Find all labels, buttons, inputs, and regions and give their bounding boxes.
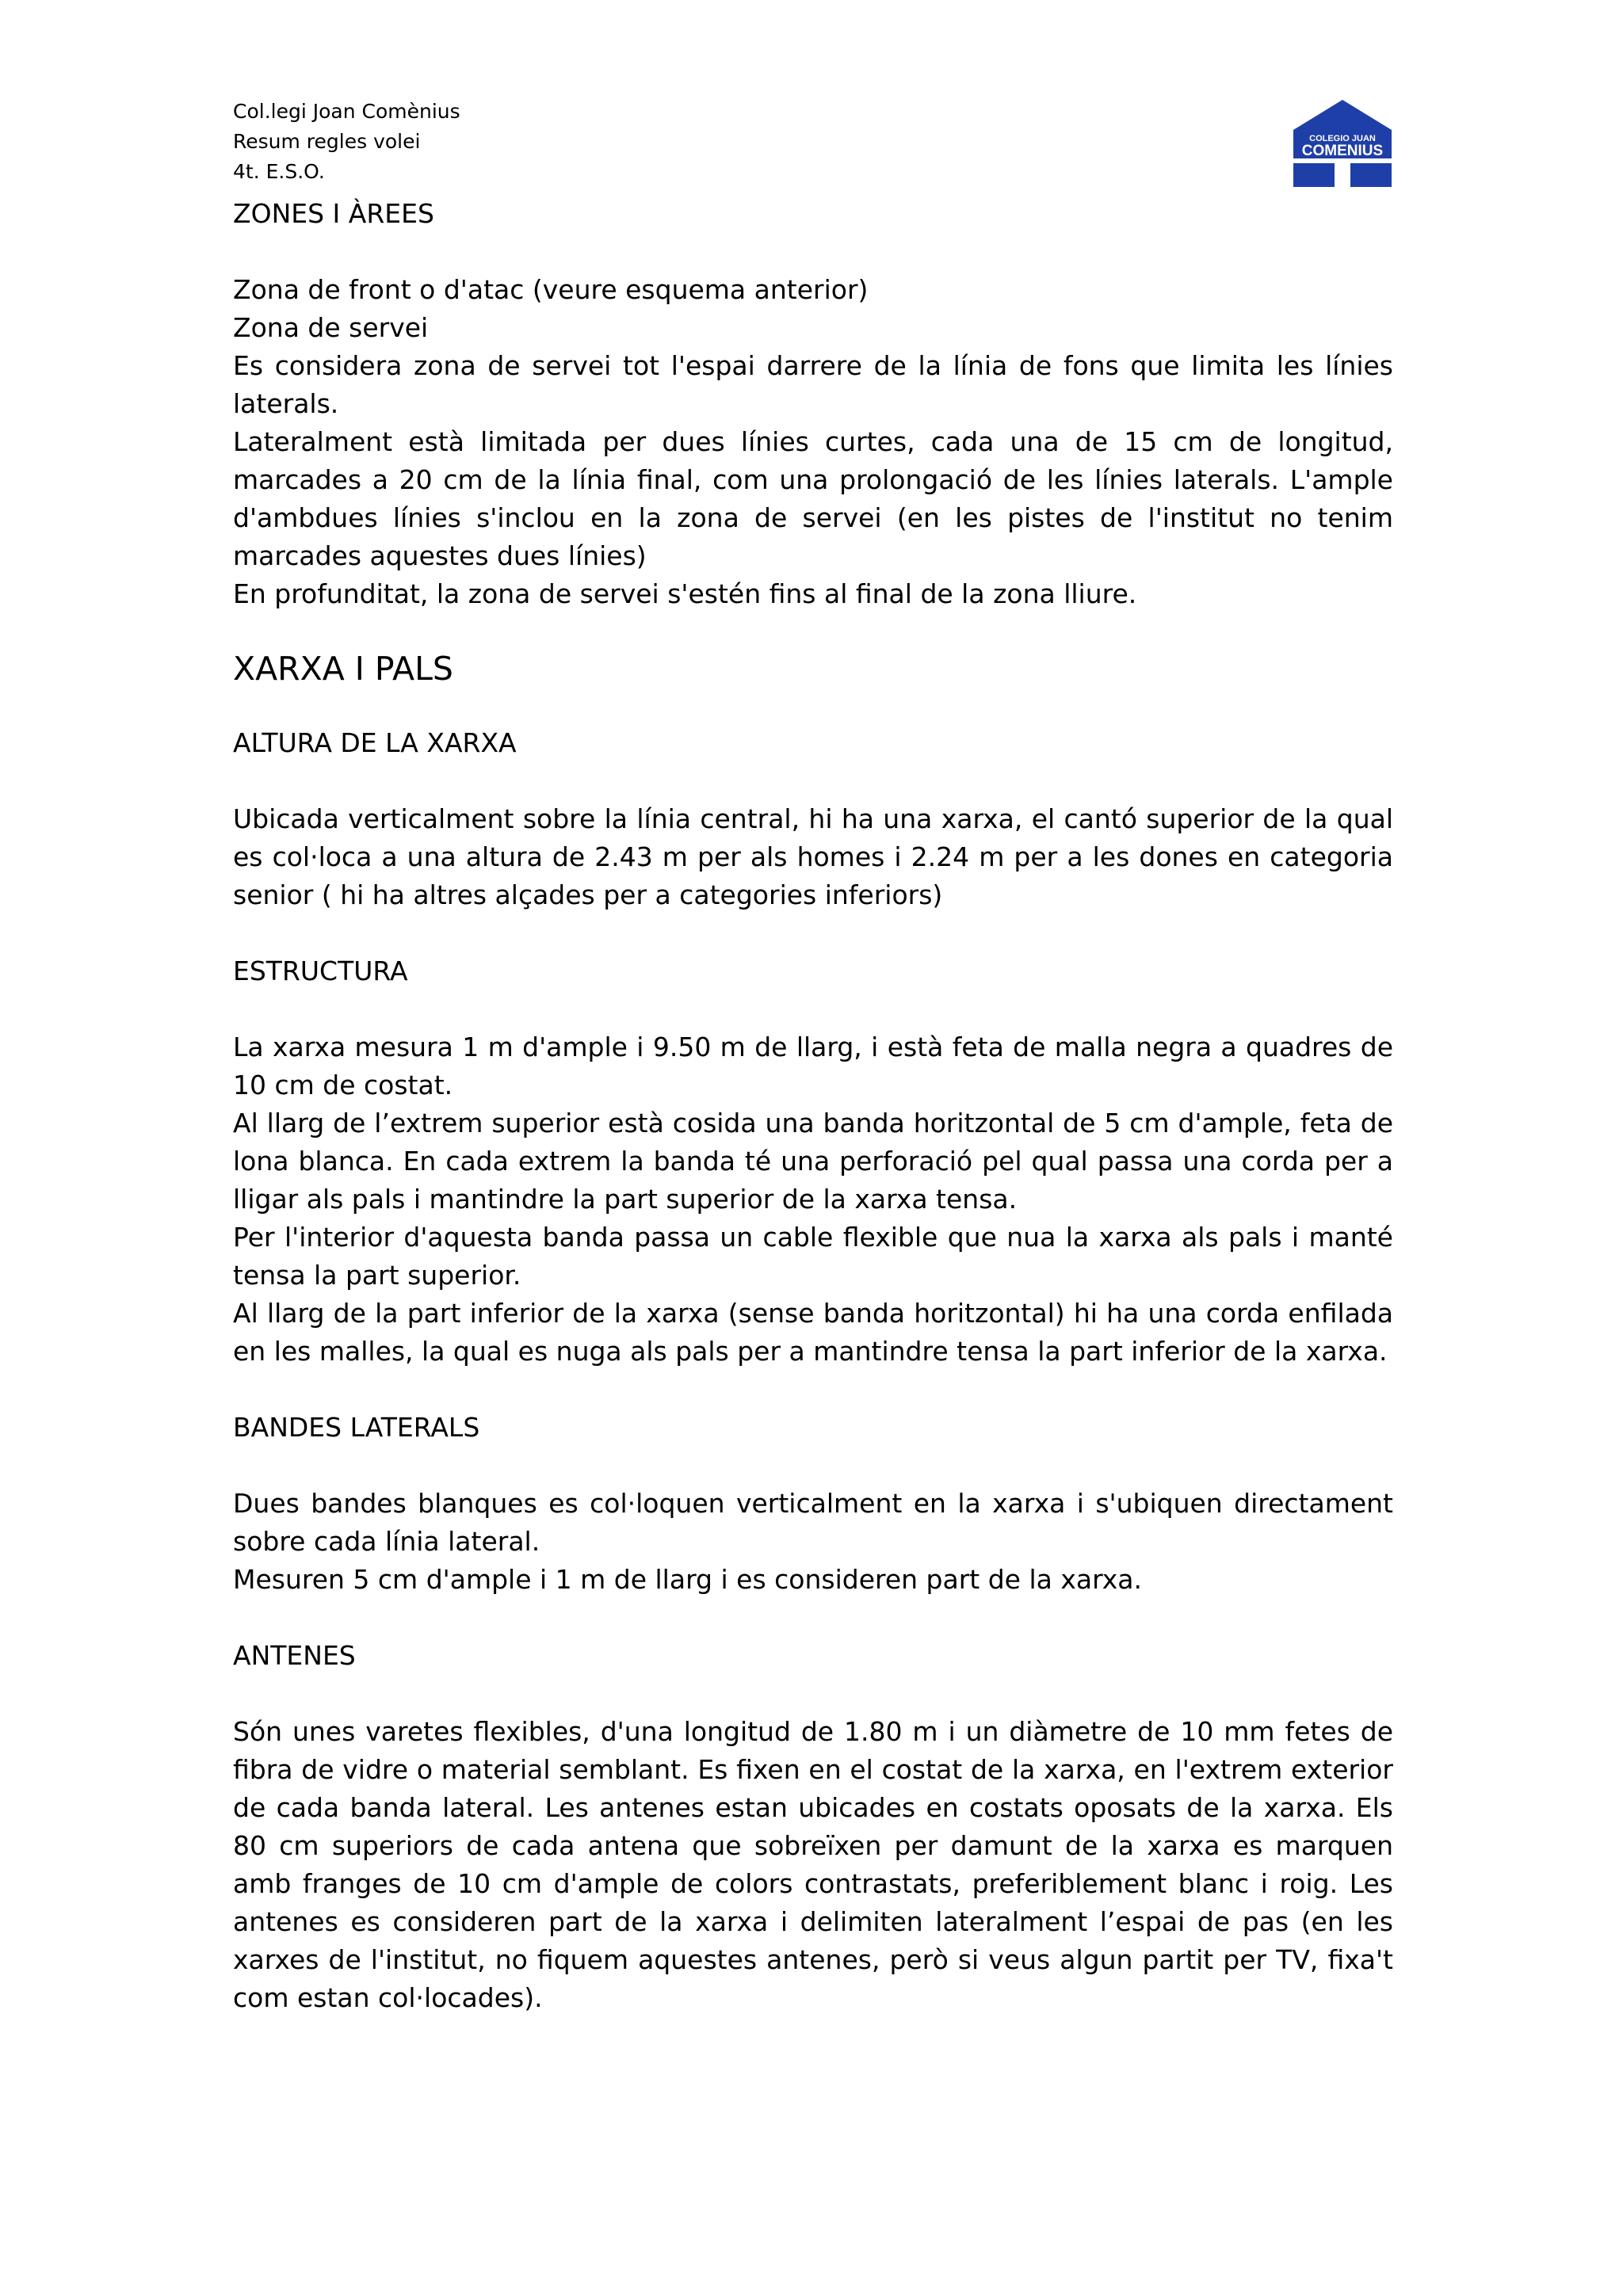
net-height-paragraph: Ubicada verticalment sobre la línia central, hi ha una xarxa, el cantó superior de la qual es col·loca a una altura de 2.43 m per als homes i 2.24 m per a les dones en categoria senior ( hi ha altres alçades per a categories inferiors) (233, 803, 1393, 910)
side-bands-heading: BANDES LATERALS (233, 1412, 480, 1443)
document-title: Resum regles volei (233, 130, 421, 153)
logo-text-line1: COLEGIO JUAN (1309, 134, 1376, 143)
logo-text-line2: COMENIUS (1301, 143, 1384, 159)
net-height-heading: ALTURA DE LA XARXA (233, 727, 517, 758)
net-section-heading: XARXA I PALS (233, 650, 453, 688)
service-zone-paragraph-3: En profunditat, la zona de servei s'estén fins al final de la zona lliure. (233, 578, 1137, 609)
structure-paragraph-3: Per l'interior d'aquesta banda passa un cable flexible que nua la xarxa als pals i manté tensa la part superior. (233, 1222, 1393, 1291)
logo-roof-shape (1293, 100, 1392, 130)
service-zone-paragraph-2: Lateralment està limitada per dues línies curtes, cada una de 15 cm de longitud, marcades a 20 cm de la línia final, com una prolongació de les línies laterals. L'ample d'ambdues línies s'inclou en la zona de servei (en les pistes de l'institut no tenim marcades aquestes dues línies) (233, 426, 1393, 571)
service-zone-line: Zona de servei (233, 312, 429, 343)
side-bands-paragraph-2: Mesuren 5 cm d'ample i 1 m de llarg i es consideren part de la xarxa. (233, 1564, 1143, 1595)
document-body (233, 195, 1393, 2017)
front-zone-line: Zona de front o d'atac (veure esquema anterior) (233, 274, 869, 305)
document-header (233, 97, 460, 187)
antennas-heading: ANTENES (233, 1640, 356, 1671)
logo-block-left (1293, 163, 1335, 187)
structure-paragraph-1: La xarxa mesura 1 m d'ample i 9.50 m de llarg, i està feta de malla negra a quadres de 10 cm de costat. (233, 1032, 1393, 1100)
zones-heading: ZONES I ÀREES (233, 198, 434, 229)
side-bands-paragraph-1: Dues bandes blanques es col·loquen verticalment en la xarxa i s'ubiquen directament sobre cada línia lateral. (233, 1488, 1393, 1557)
structure-paragraph-2: Al llarg de l’extrem superior està cosida una banda horitzontal de 5 cm d'ample, feta de lona blanca. En cada extrem la banda té una perforació pel qual passa una corda per a lligar als pals i mantindre la part superior de la xarxa tensa. (233, 1108, 1393, 1215)
school-name: Col.legi Joan Comènius (233, 100, 460, 123)
structure-paragraph-4: Al llarg de la part inferior de la xarxa (sense banda horitzontal) hi ha una corda enfilada en les malles, la qual es nuga als pals per a mantindre tensa la part inferior de la xarxa. (233, 1298, 1393, 1367)
service-zone-paragraph-1: Es considera zona de servei tot l'espai darrere de la línia de fons que limita les línies laterals. (233, 350, 1393, 419)
school-logo (1293, 100, 1392, 187)
logo-block-right (1350, 163, 1392, 187)
course-label: 4t. E.S.O. (233, 160, 325, 183)
structure-heading: ESTRUCTURA (233, 955, 408, 986)
antennas-paragraph: Són unes varetes flexibles, d'una longitud de 1.80 m i un diàmetre de 10 mm fetes de fibra de vidre o material semblant. Es fixen en el costat de la xarxa, en l'extrem exterior de cada banda lateral. Les antenes estan ubicades en costats oposats de la xarxa. Els 80 cm superiors de cada antena que sobreïxen per damunt de la xarxa es marquen amb franges de 10 cm d'ample de colors contrastats, preferiblement blanc i roig. Les antenes es consideren part de la xarxa i delimiten lateralment l’espai de pas (en les xarxes de l'institut, no fiquem aquestes antenes, però si veus algun partit per TV, fixa't com estan col·locades). (233, 1716, 1393, 2013)
